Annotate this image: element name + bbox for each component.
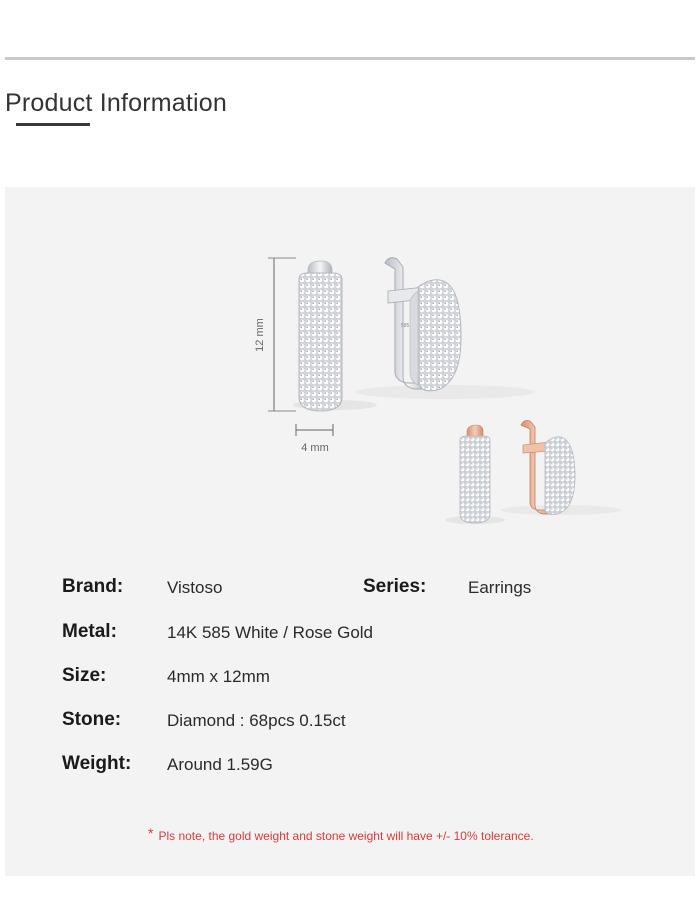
weight-label: Weight:	[62, 753, 132, 774]
series-label: Series:	[363, 576, 427, 597]
size-value: 4mm x 12mm	[167, 667, 270, 686]
brand-label: Brand:	[62, 576, 124, 597]
white-earring-side	[355, 258, 535, 399]
spec-row-brand	[5, 576, 695, 604]
tolerance-note	[148, 827, 534, 843]
rose-earring-side	[501, 421, 621, 516]
spec-row-size	[5, 665, 695, 693]
width-label: 4 mm	[301, 442, 329, 454]
height-label: 12 mm	[254, 318, 266, 352]
height-dimension	[268, 258, 296, 411]
spec-row-metal	[5, 621, 695, 649]
white-earring-front	[293, 261, 377, 411]
metal-stamp: 585	[401, 323, 410, 329]
top-divider	[5, 57, 695, 60]
rose-earring-front	[445, 425, 505, 524]
spec-row-weight	[5, 753, 695, 781]
note-asterisk: *	[148, 825, 154, 841]
series-value: Earrings	[468, 578, 532, 597]
note-text: Pls note, the gold weight and stone weight will have +/- 10% tolerance.	[158, 829, 534, 843]
product-image	[5, 187, 695, 547]
metal-label: Metal:	[62, 621, 117, 642]
stone-value: Diamond : 68pcs 0.15ct	[167, 711, 346, 730]
section-title: Product Information	[5, 89, 227, 117]
width-dimension	[296, 424, 333, 436]
brand-value: Vistoso	[167, 578, 223, 597]
metal-value: 14K 585 White / Rose Gold	[167, 623, 374, 642]
spec-row-stone	[5, 709, 695, 737]
size-label: Size:	[62, 665, 107, 686]
weight-value: Around 1.59G	[167, 755, 273, 774]
stone-label: Stone:	[62, 709, 122, 730]
title-underline	[16, 123, 90, 126]
product-info-panel	[5, 187, 695, 876]
